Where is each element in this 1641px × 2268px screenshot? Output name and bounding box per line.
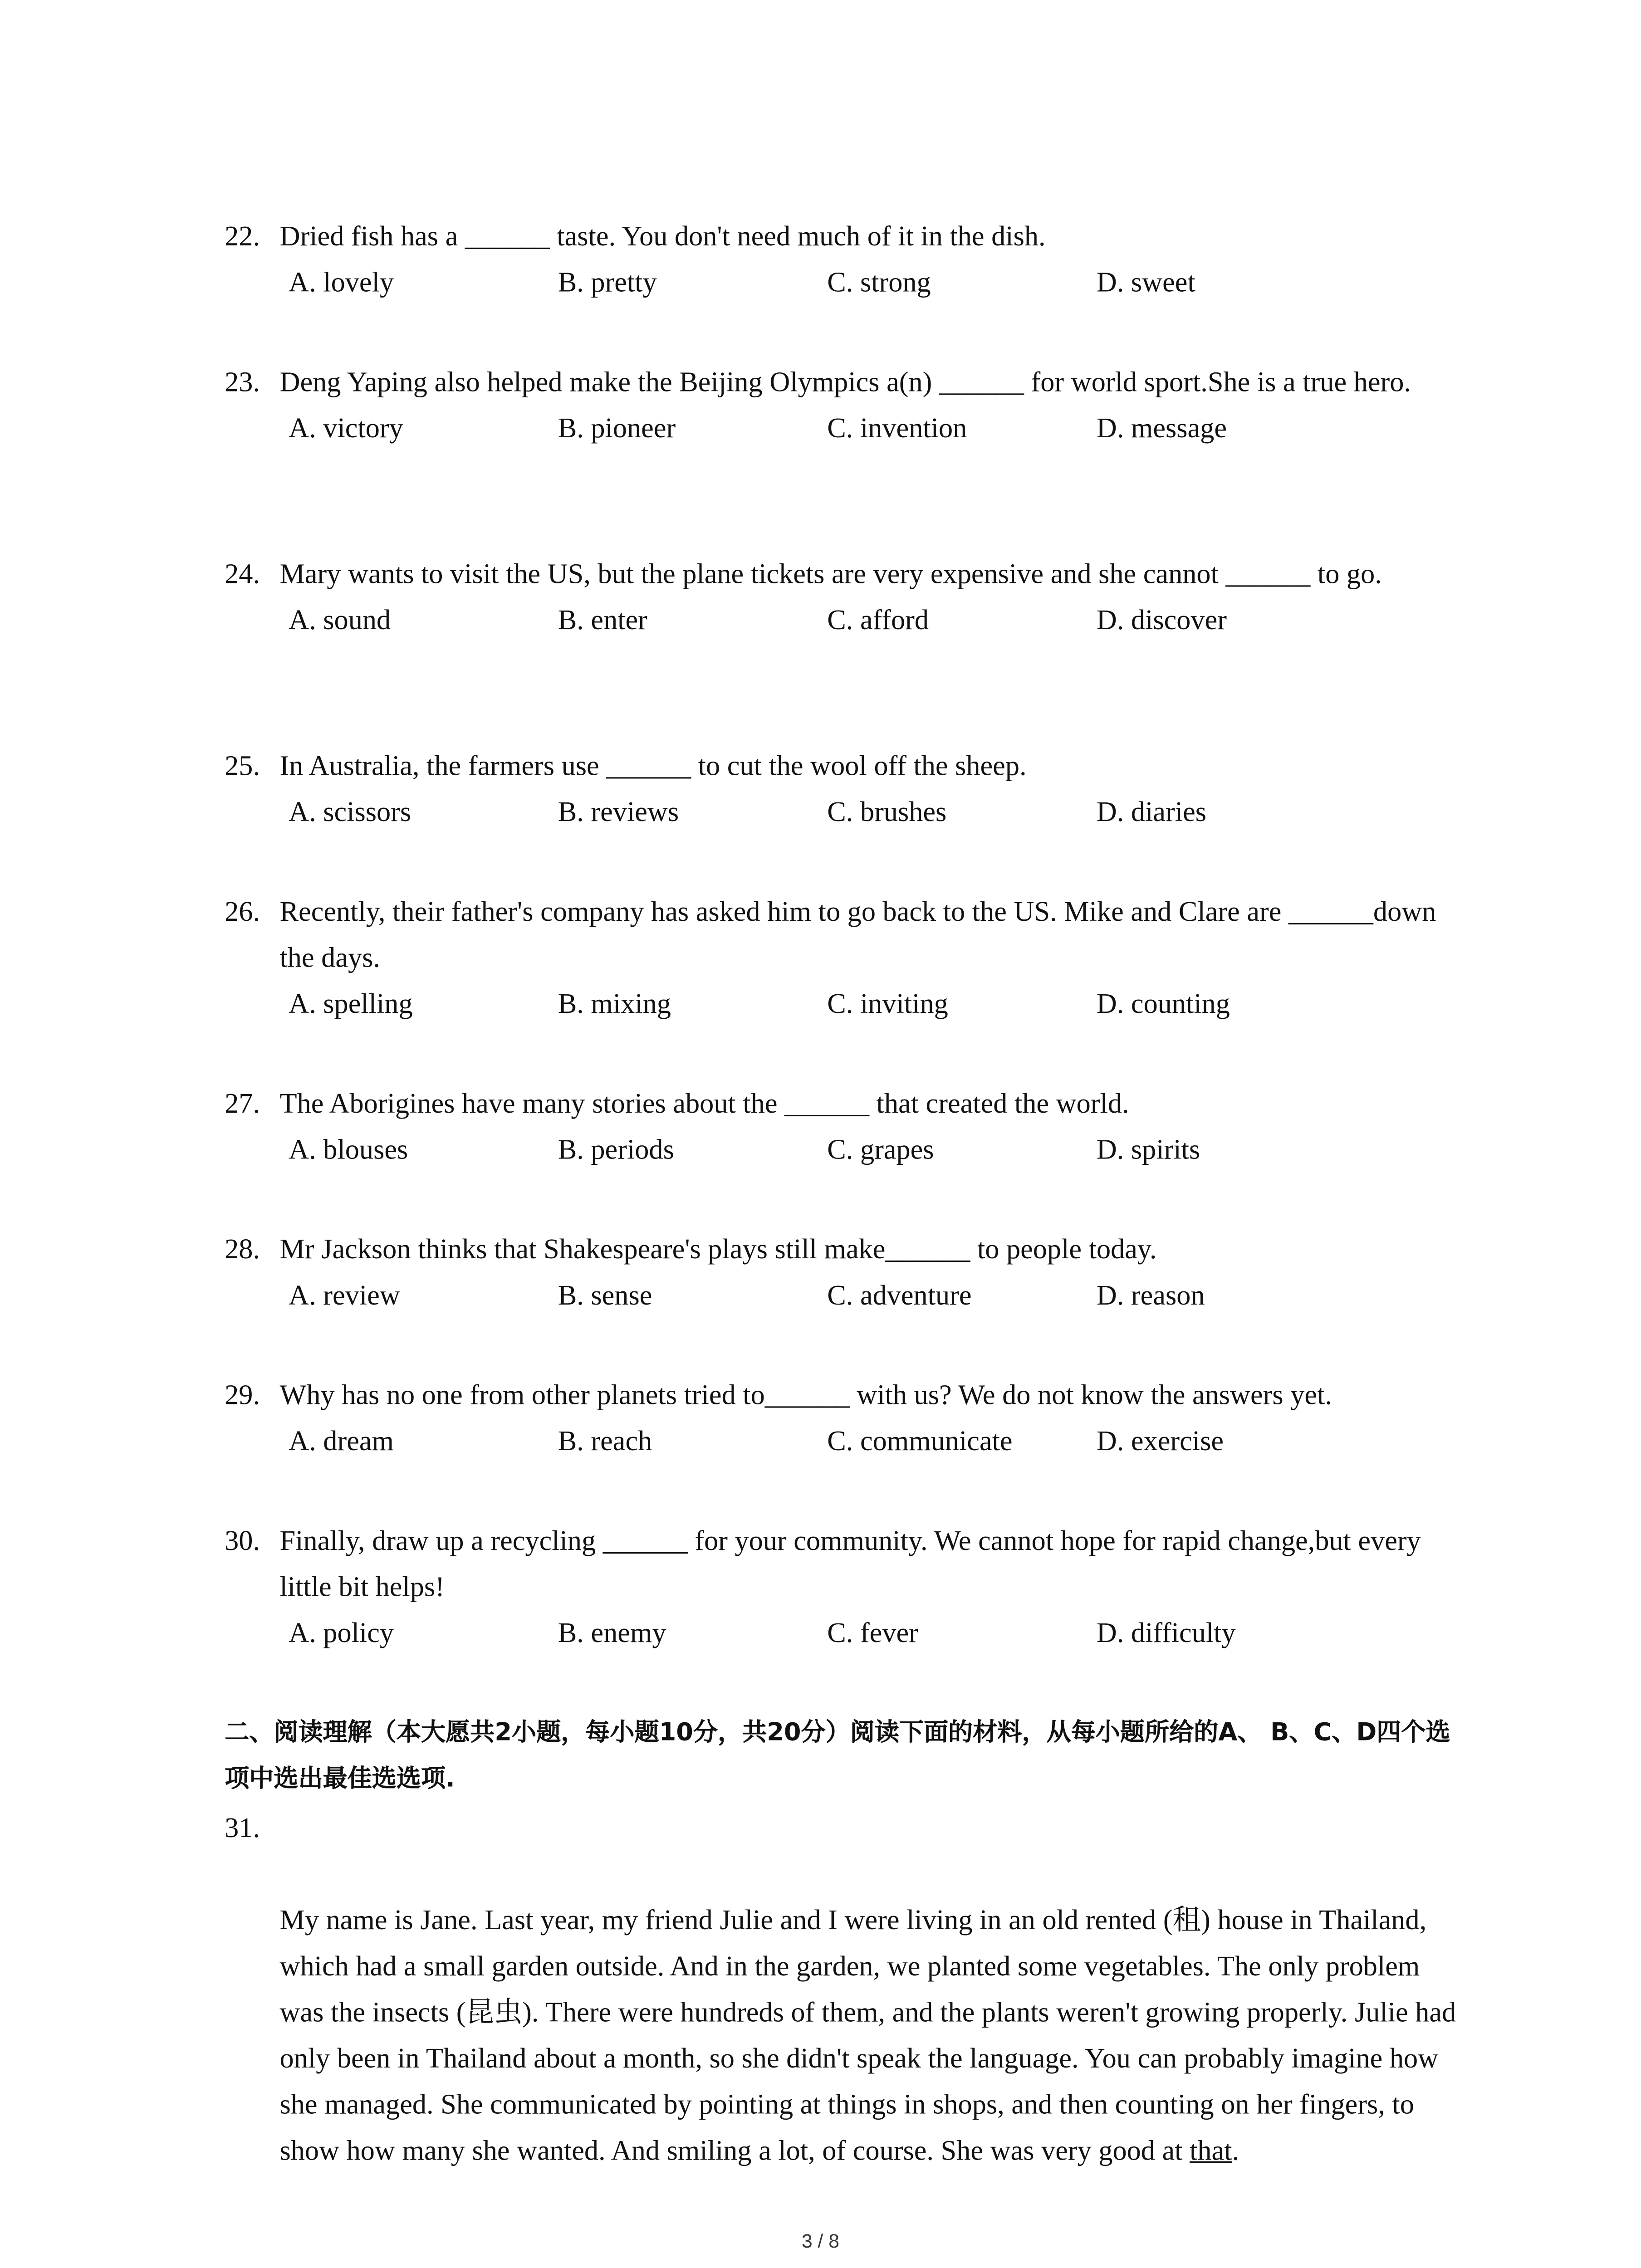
question-stem: Deng Yaping also helped make the Beijing Olympics a(n) ______ for world sport.She is a true hero. [279,367,1411,399]
page-number: 3 / 8 [801,2229,839,2252]
option-c: C. inviting [827,989,948,1021]
option-b: B. enter [558,605,647,637]
option-b: B. pioneer [558,413,676,445]
option-d: D. counting [1096,989,1230,1021]
option-c: C. invention [827,413,967,445]
passage-paragraph-1 [279,1898,1463,2175]
option-d: D. reason [1096,1281,1205,1312]
options-row [289,790,1460,836]
option-c: C. brushes [827,797,947,829]
options-row [289,1611,1460,1657]
question-stem: The Aborigines have many stories about the ______ that created the world. [279,1089,1129,1120]
question-stem: Mary wants to visit the US, but the plane tickets are very expensive and she cannot ______ to go. [279,559,1382,591]
question-stem: In Australia, the farmers use ______ to cut the wool off the sheep. [279,751,1027,782]
question-25 [225,744,1460,836]
question-30 [225,1519,1460,1657]
option-a: A. policy [289,1618,394,1650]
question-stem: Finally, draw up a recycling ______ for your community. We cannot hope for rapid change,but every little bit helps! [279,1526,1428,1603]
question-27 [225,1081,1460,1173]
option-c: C. afford [827,605,929,637]
question-28 [225,1227,1460,1319]
option-c: C. strong [827,268,931,299]
question-24 [225,552,1460,644]
question-number: 29. [225,1380,260,1412]
question-number: 25. [225,751,260,782]
question-number: 31. [225,1813,260,1845]
option-b: B. reach [558,1426,652,1458]
passage-text: My name is Jane. Last year, my friend Julie and I were living in an old rented (租) house in Thailand, which had a small garden outside. And in the garden, we planted some vegetables. The only problem was the insects (昆虫). There were hundreds of them, and the plants weren't growing properly. Julie had only been in Thailand about a month, so she didn't speak the language. You can probably imagine how she managed. She communicated by pointing at things in shops, and then counting on her fingers, to show how many she wanted. And smiling a lot, of course. She was very good at [279,1905,1463,2167]
question-number: 23. [225,367,260,399]
option-a: A. sound [289,605,391,637]
question-number: 24. [225,559,260,591]
options-row [289,260,1460,307]
option-d: D. diaries [1096,797,1207,829]
option-b: B. sense [558,1281,652,1312]
question-26 [225,890,1460,1028]
options-row [289,406,1460,452]
option-a: A. victory [289,413,403,445]
question-number: 27. [225,1089,260,1120]
option-a: A. lovely [289,268,394,299]
question-stem: Recently, their father's company has asked him to go back to the US. Mike and Clare are ______down the days. [279,897,1443,974]
option-c: C. fever [827,1618,918,1650]
question-stem: Dried fish has a ______ taste. You don't need much of it in the dish. [279,221,1046,253]
option-c: C. adventure [827,1281,972,1312]
options-row [289,1419,1460,1465]
options-row [289,1128,1460,1174]
question-number: 22. [225,221,260,253]
question-number: 26. [225,897,260,929]
question-number: 28. [225,1234,260,1266]
question-stem: Mr Jackson thinks that Shakespeare's plays still make______ to people today. [279,1234,1157,1266]
section-heading: 二、阅读理解（本大愿共2小题，每小题10分，共20分）阅读下面的材料，从每小题所给的A、 B、C、D四个选项中选出最佳选选项. [225,1718,1450,1793]
option-a: A. review [289,1281,400,1312]
option-a: A. spelling [289,989,413,1021]
question-stem: Why has no one from other planets tried to______ with us? We do not know the answers yet. [279,1380,1332,1412]
option-a: A. dream [289,1426,394,1458]
options-row [289,982,1460,1028]
question-29 [225,1373,1460,1465]
option-d: D. spirits [1096,1135,1200,1166]
option-d: D. difficulty [1096,1618,1236,1650]
underlined-word: that [1190,2136,1232,2167]
option-b: B. reviews [558,797,679,829]
options-row [289,1273,1460,1320]
option-b: B. pretty [558,268,657,299]
option-d: D. discover [1096,605,1227,637]
option-d: D. message [1096,413,1227,445]
option-a: A. scissors [289,797,411,829]
option-d: D. sweet [1096,268,1195,299]
question-number: 30. [225,1526,260,1558]
option-a: A. blouses [289,1135,408,1166]
question-23 [225,360,1460,452]
passage-text: . [1232,2136,1239,2167]
option-c: C. grapes [827,1135,934,1166]
question-22 [225,214,1460,306]
option-c: C. communicate [827,1426,1013,1458]
option-d: D. exercise [1096,1426,1224,1458]
options-row [289,598,1460,644]
option-b: B. periods [558,1135,674,1166]
passage-body [279,1806,1463,2268]
option-b: B. mixing [558,989,671,1021]
option-b: B. enemy [558,1618,666,1650]
reading-passage-31 [225,1806,1463,2268]
